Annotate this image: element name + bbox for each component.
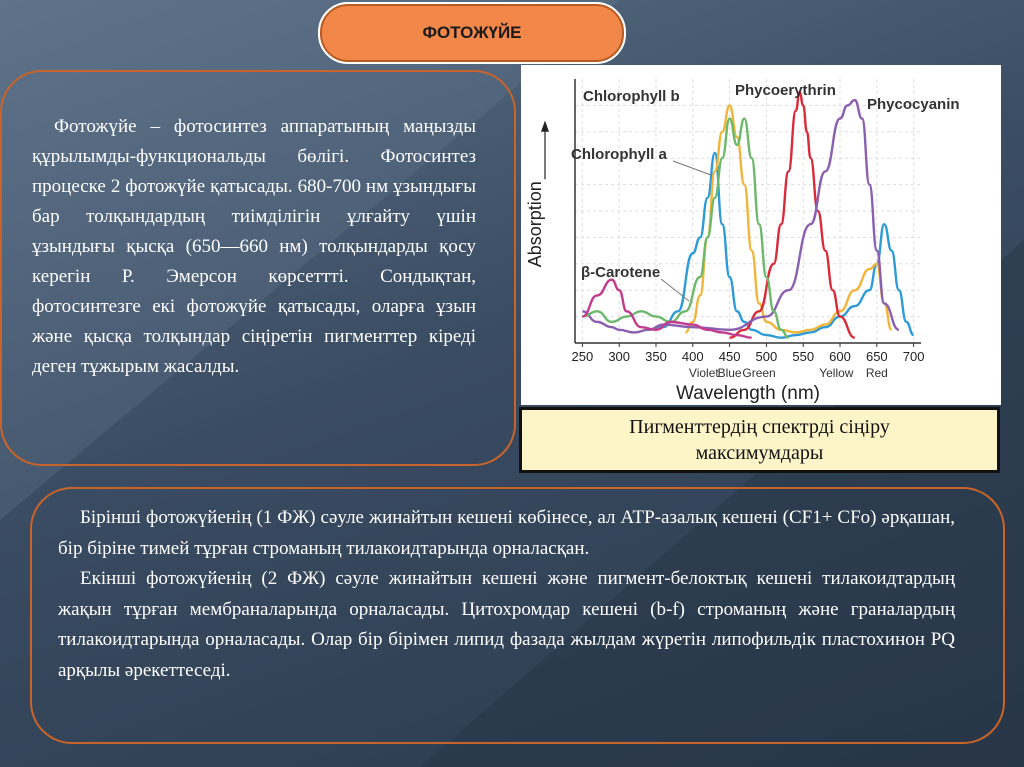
- chart-caption: [519, 407, 1000, 473]
- series-label-3: Phycoerythrin: [735, 82, 836, 99]
- series-label-1: Chlorophyll a: [571, 146, 667, 163]
- caption-line-2: максимумдары: [695, 442, 824, 464]
- x-axis-title: Wavelength (nm): [676, 383, 820, 404]
- x-tick-label: 450: [718, 349, 741, 364]
- label-pointer: [673, 161, 711, 175]
- caption-line-1: Пигменттердің спектрді сіңіру: [629, 416, 890, 438]
- series-line-2: [685, 105, 891, 332]
- x-tick-label: 600: [829, 349, 851, 364]
- x-tick-label: 500: [755, 349, 778, 364]
- absorption-chart-panel: [521, 65, 1001, 405]
- series-label-5: β-Carotene: [581, 264, 661, 281]
- absorption-spectrum-chart: [521, 65, 1001, 405]
- x-tick-label: 250: [571, 349, 594, 364]
- definition-panel: [0, 70, 516, 466]
- x-tick-label: 350: [645, 349, 667, 364]
- spectrum-band-label: Violet: [688, 366, 719, 380]
- x-tick-label: 650: [865, 349, 888, 364]
- photosystem-1-paragraph: Бірінші фотожүйенің (1 ФЖ) сәуле жинайтын кешені көбінесе, ал АТР-азалық кешені (CF1+ CFo) әрқашан, бір біріне тимей тұрған строманың тилакоидтарында орналасқан.: [58, 507, 955, 559]
- x-tick-label: 300: [608, 349, 631, 364]
- spectrum-band-label: Yellow: [819, 366, 854, 380]
- chart-series: [582, 92, 913, 338]
- spectrum-band-label: Blue: [717, 366, 742, 380]
- page-title: ФОТОЖҮЙЕ: [318, 2, 626, 64]
- x-tick-label: 550: [792, 349, 815, 364]
- y-axis-arrowhead: [541, 121, 549, 132]
- series-label-2: Chlorophyll b: [583, 88, 680, 105]
- y-axis-title: Absorption: [525, 181, 545, 268]
- x-tick-label: 700: [902, 349, 925, 364]
- x-tick-label: 400: [681, 349, 704, 364]
- photosystem-2-paragraph: Екінші фотожүйенің (2 ФЖ) сәуле жинайтын кешені және пигмент-белоктық кешені тилакоидтардың жақын тұрған мембраналарында орналасады. Цитохромдар кешені (b-f) строманың және граналардың тилакоидтарында орналасады. Олар бір бірімен липид фазада жылдам жүретін липофильдік пластохинон PQ арқылы әрекеттеседі.: [58, 568, 955, 681]
- series-label-4: Phycocyanin: [867, 96, 960, 113]
- spectrum-band-label: Red: [865, 366, 888, 380]
- definition-text: Фотожүйе – фотосинтез аппаратының маңызды құрылымды-функциональды бөлігі. Фотосинтез процеске 2 фотожүйе қатысады. 680-700 нм ұзындығы бар толқындардың тиімділігін ұлғайту үшін ұзындығы қысқа (650—660 нм) толқындарды қосу керегін Р. Эмерсон көрсеттті. Сондықтан, фотосинтезге екі фотожүйе қатысады, оларға ұзын және қысқа толқындар сіңіретін пигменттер кіреді деген тұжырым жасалды.: [32, 116, 476, 377]
- spectrum-band-label: Green: [742, 366, 776, 380]
- photosystem-description-panel: [30, 487, 1005, 744]
